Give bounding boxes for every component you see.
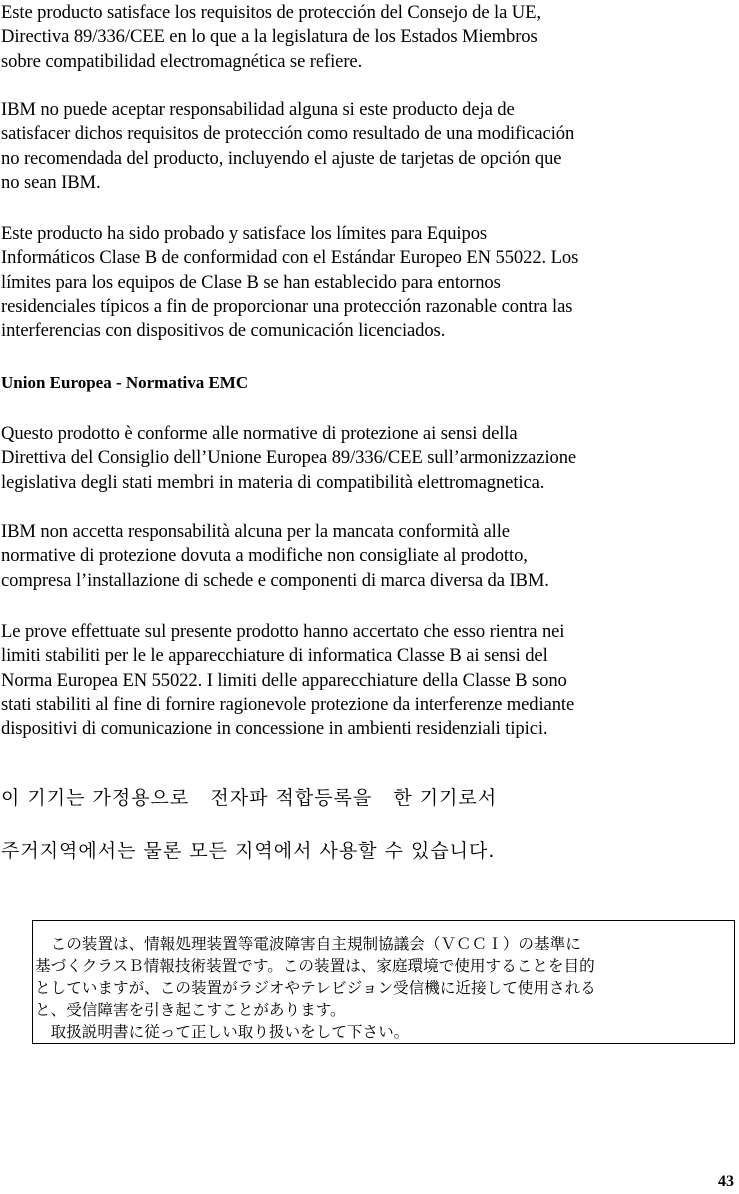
paragraph-it-3: Le prove effettuate sul presente prodotto hanno accertato che esso rientra nei limiti stabiliti per le le apparecchiature di informatica Classe B ai sensi del Norma Europea EN 55022. I limiti delle apparecchiature della Classe B sono stati stabiliti al fine di fornire ragionevole protezione da interferenze mediante dispositivi di comunicazione in concessione in ambienti residenziali tipici. xyxy=(1,621,575,740)
page-number: 43 xyxy=(718,1173,734,1190)
paragraph-it-1: Questo prodotto è conforme alle normative di protezione ai sensi della Direttiva del Consiglio dell’Unione Europea 89/336/CEE sull’armonizzazione legislativa degli stati membri in materia di compatibilità elettromagnetica. xyxy=(1,423,577,493)
vcci-notice-box xyxy=(32,920,735,1044)
vcci-notice-text: この装置は、情報処理装置等電波障害自主規制協議会（ＶＣＣＩ）の基準に 基づくクラスＢ情報技術装置です。この装置は、家庭環境で使用することを目的 としていますが、この装置がラジオやテレビジョン受信機に近接して使用される と、受信障害を引き起こすことがあります。 取扱説明書に従って正しい取り扱いをして下さい。 xyxy=(35,935,596,1041)
korean-notice-line-2: 주거지역에서는 물론 모든 지역에서 사용할 수 있습니다. xyxy=(1,840,496,862)
paragraph-es-1: Este producto satisface los requisitos de protección del Consejo de la UE, Directiva 89/336/CEE en lo que a la legislatura de los Estados Miembros sobre compatibilidad electromagnética se refiere. xyxy=(1,2,541,72)
paragraph-es-3: Este producto ha sido probado y satisface los límites para Equipos Informáticos Clase B de conformidad con el Estándar Europeo EN 55022. Los límites para los equipos de Clase B se han establecido para entornos residenciales típicos a fin de proporcionar una protección razonable contra las interferencias con dispositivos de comunicación licenciados. xyxy=(1,223,579,342)
korean-notice-line-1: 이 기기는 가정용으로 전자파 적합등록을 한 기기로서 xyxy=(1,787,498,809)
section-heading-emc: Union Europea - Normativa EMC xyxy=(1,373,249,392)
paragraph-it-2: IBM non accetta responsabilità alcuna per la mancata conformità alle normative di protezione dovuta a modifiche non consigliate al prodotto, compresa l’installazione di schede e componenti di marca diversa da IBM. xyxy=(1,521,549,591)
paragraph-es-2: IBM no puede aceptar responsabilidad alguna si este producto deja de satisfacer dichos requisitos de protección como resultado de una modificación no recomendada del producto, incluyendo el ajuste de tarjetas de opción que no sean IBM. xyxy=(1,99,575,193)
